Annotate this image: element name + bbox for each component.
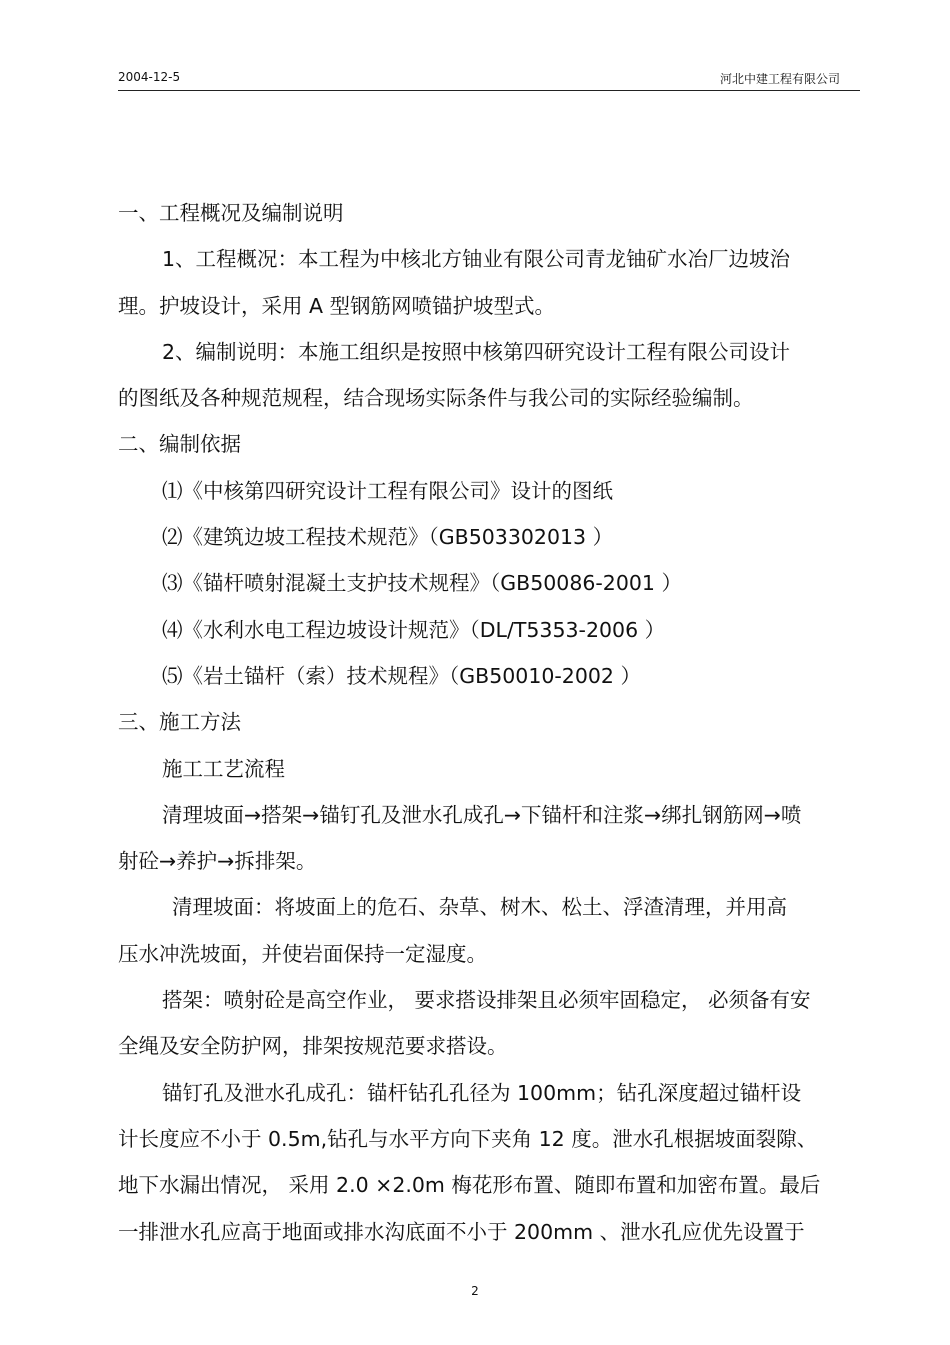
subheading: 施工工艺流程 [162, 756, 285, 781]
paragraph-line: 清理坡面：将坡面上的危石、杂草、树木、松土、浮渣清理，并用高 [172, 895, 787, 920]
paragraph-line: 清理坡面→搭架→锚钉孔及泄水孔成孔→下锚杆和注浆→绑扎钢筋网→喷 [162, 802, 802, 827]
header-date: 2004-12-5 [118, 70, 181, 84]
paragraph-line: 射砼→养护→拆排架。 [118, 849, 317, 874]
page-number: 2 [471, 1284, 479, 1298]
paragraph-line: 1、工程概况：本工程为中核北方铀业有限公司青龙铀矿水冶厂边坡治 [162, 247, 791, 272]
reference-item: ⑵《建筑边坡工程技术规范》（GB503302013 ） [162, 525, 614, 550]
paragraph-line: 全绳及安全防护网，排架按规范要求搭设。 [118, 1034, 508, 1059]
paragraph-line: 压水冲洗坡面，并使岩面保持一定湿度。 [118, 941, 487, 966]
paragraph-line: 理。护坡设计，采用 A 型钢筋网喷锚护坡型式。 [118, 293, 556, 318]
paragraph-line: 计长度应不小于 0.5m,钻孔与水平方向下夹角 12 度。泄水孔根据坡面裂隙、 [118, 1126, 818, 1151]
paragraph-line: 搭架：喷射砼是高空作业， 要求搭设排架且必须牢固稳定， 必须备有安 [162, 988, 811, 1013]
document-body [118, 190, 862, 1255]
page-header [118, 68, 860, 91]
paragraph-line: 地下水漏出情况， 采用 2.0 ×2.0m 梅花形布置、随即布置和加密布置。最后 [118, 1173, 821, 1198]
paragraph-line: 锚钉孔及泄水孔成孔：锚杆钻孔孔径为 100mm；钻孔深度超过锚杆设 [162, 1080, 802, 1105]
reference-item: ⑶《锚杆喷射混凝土支护技术规程》（GB50086-2001 ） [162, 571, 682, 596]
paragraph-line: 2、编制说明：本施工组织是按照中核第四研究设计工程有限公司设计 [162, 339, 791, 364]
paragraph-line: 一排泄水孔应高于地面或排水沟底面不小于 200mm 、泄水孔应优先设置于 [118, 1219, 805, 1244]
header-company: 河北中建工程有限公司 [719, 72, 840, 86]
section-heading: 一、工程概况及编制说明 [118, 201, 344, 225]
paragraph-line: 的图纸及各种规范规程，结合现场实际条件与我公司的实际经验编制。 [118, 386, 754, 411]
reference-item: ⑴《中核第四研究设计工程有限公司》设计的图纸 [162, 478, 613, 503]
section-heading: 二、编制依据 [118, 432, 241, 457]
reference-item: ⑷《水利水电工程边坡设计规范》（DL/T5353-2006 ） [162, 617, 666, 642]
reference-item: ⑸《岩土锚杆（索）技术规程》（GB50010-2002 ） [162, 663, 641, 688]
section-heading: 三、施工方法 [118, 710, 241, 735]
